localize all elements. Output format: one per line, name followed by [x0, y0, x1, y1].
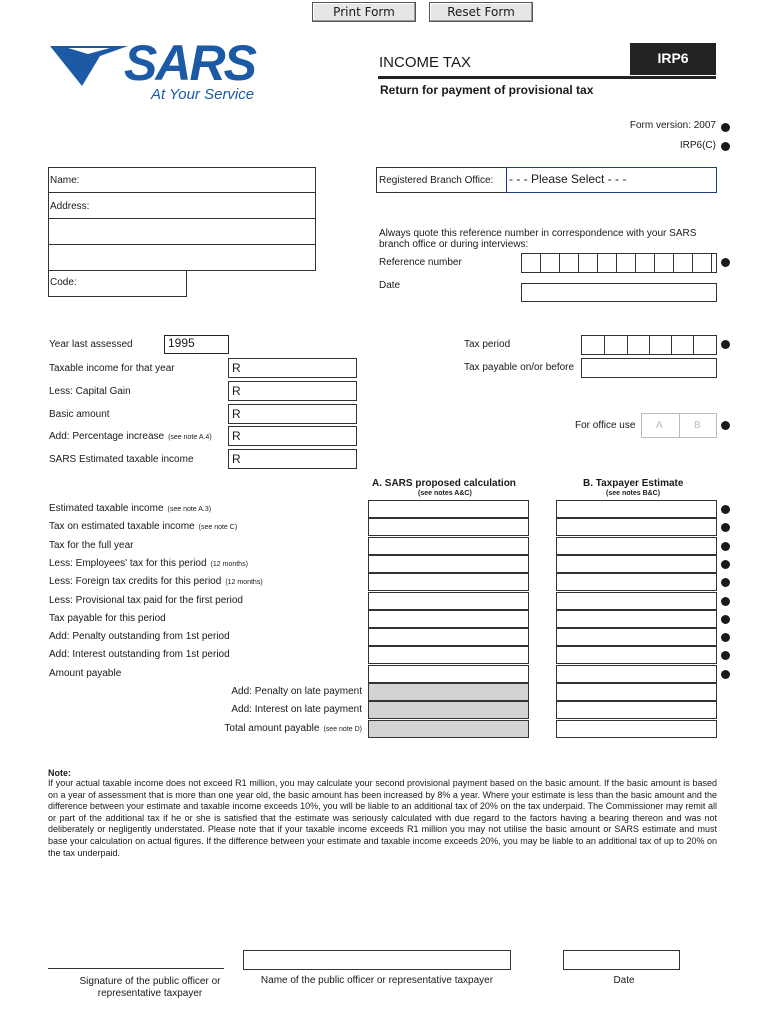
form-title: INCOME TAX: [379, 54, 471, 71]
sars-calc-input[interactable]: [368, 646, 529, 664]
calc-row-label: Less: Provisional tax paid for the first period: [49, 594, 243, 606]
sars-calc-input[interactable]: [368, 628, 529, 646]
bullet-icon: [721, 651, 730, 660]
column-b-title: B. Taxpayer Estimate: [583, 478, 684, 489]
tax-period-input[interactable]: [581, 335, 717, 355]
code-field[interactable]: [48, 270, 187, 297]
reference-number-label: Reference number: [379, 257, 462, 268]
name-field[interactable]: [48, 167, 316, 193]
address-label: Address:: [50, 201, 90, 212]
note-text: If your actual taxable income does not exceed R1 million, you may calculate your second provisional payment based on the basic amount. If the basic amount is based on a year of assessment that is more than one year old, the basic amount has been increased by 8% a year. Where your estimate is less than the basic amount and the difference between your estimate and taxable income exceeds 10%, you will be liable to an additional tax of 20% on the tax underpaid. The Commissioner may remit all or part of the additional tax if he or she is satisfied that the estimate was seriously calculated with due regard to the factors having a bearing thereon and was not deliberately or negligently understated. Please note that if your taxable income exceeds R1 million you may not utilise the basic amount or SARS estimate and must base your calculation on actual figures. If the difference between your estimate and taxable income exceeds 20%, you may be liable to an additional tax of up to 20% on the tax underpaid.: [48, 778, 717, 858]
signature-date-label: Date: [613, 975, 635, 986]
assessment-row-label: Basic amount: [49, 409, 110, 420]
bullet-icon: [721, 670, 730, 679]
calc-extra-row-label: Add: Interest on late payment: [231, 704, 362, 716]
sars-calc-disabled-cell: [368, 683, 529, 701]
form-variant: IRP6(C): [679, 140, 716, 151]
bullet-icon: [721, 615, 730, 624]
assessment-row-label: SARS Estimated taxable income: [49, 454, 194, 465]
calc-row-label: Less: Employees' tax for this period (12 months): [49, 557, 248, 569]
logo-tagline: At Your Service: [151, 86, 255, 103]
signature-label: Signature of the public officer or representative taxpayer: [79, 976, 221, 999]
calc-row-label: Estimated taxable income (see note A.3): [49, 503, 212, 514]
bullet-icon: [721, 505, 730, 514]
address-line-3[interactable]: [48, 244, 316, 271]
bullet-icon: [721, 560, 730, 569]
sars-calc-input[interactable]: [368, 537, 529, 555]
print-form-button[interactable]: Print Form: [312, 2, 416, 22]
date-label: Date: [379, 280, 401, 291]
column-b-note: (see notes B&C): [606, 490, 661, 497]
bullet-icon: [721, 597, 730, 606]
form-version: Form version: 2007: [629, 120, 716, 131]
bullet-icon: [721, 421, 730, 430]
taxpayer-estimate-input[interactable]: [556, 683, 717, 701]
reset-form-button[interactable]: Reset Form: [429, 2, 533, 22]
bullet-icon: [721, 523, 730, 532]
column-a-title: A. SARS proposed calculation: [372, 478, 516, 489]
reference-note: Always quote this reference number in correspondence with your SARS branch office or during interviews:: [379, 228, 697, 250]
calc-extra-row-label: Total amount payable (see note D): [224, 722, 362, 734]
assessment-amount-input[interactable]: R: [228, 358, 357, 378]
sars-calc-input[interactable]: [368, 610, 529, 628]
bullet-icon: [721, 142, 730, 151]
bullet-icon: [721, 340, 730, 349]
calc-row-label: Tax payable for this period: [49, 612, 166, 624]
bullet-icon: [721, 633, 730, 642]
taxpayer-estimate-input[interactable]: [556, 537, 717, 555]
sars-logo: [50, 35, 265, 104]
column-a-note: (see notes A&C): [418, 490, 472, 497]
branch-office-select[interactable]: - - - Please Select - - -: [506, 167, 717, 193]
assessment-amount-input[interactable]: R: [228, 449, 357, 469]
sars-calc-input[interactable]: [368, 518, 529, 536]
tax-payable-by-label: Tax payable on/or before: [464, 362, 575, 373]
calc-row-label: Tax for the full year: [49, 539, 134, 551]
sars-calc-input[interactable]: [368, 573, 529, 591]
bullet-icon: [721, 542, 730, 551]
taxpayer-estimate-input[interactable]: [556, 555, 717, 573]
bullet-icon: [721, 123, 730, 132]
taxpayer-estimate-input[interactable]: [556, 500, 717, 518]
bullet-icon: [721, 258, 730, 267]
sars-calc-disabled-cell: [368, 720, 529, 738]
year-last-assessed-input[interactable]: 1995: [164, 335, 229, 354]
form-subtitle: Return for payment of provisional tax: [380, 83, 594, 97]
header-rule: [378, 76, 716, 79]
sars-calc-input[interactable]: [368, 592, 529, 610]
office-use-b: B: [694, 420, 701, 431]
signature-line: [48, 968, 224, 969]
calc-row-label: Amount payable: [49, 667, 122, 679]
office-use-label: For office use: [575, 420, 636, 431]
date-input[interactable]: [521, 283, 717, 302]
calc-row-label: Less: Foreign tax credits for this period (12 months): [49, 576, 263, 588]
reference-number-input[interactable]: [521, 253, 717, 273]
year-last-assessed-label: Year last assessed: [49, 339, 133, 350]
office-use-box: [641, 413, 717, 438]
sars-calc-input[interactable]: [368, 555, 529, 573]
taxpayer-estimate-input[interactable]: [556, 610, 717, 628]
taxpayer-estimate-input[interactable]: [556, 701, 717, 719]
signature-date-input[interactable]: [563, 950, 680, 970]
name-label: Name:: [50, 175, 80, 186]
sars-calc-disabled-cell: [368, 701, 529, 719]
bullet-icon: [721, 578, 730, 587]
tax-period-label: Tax period: [464, 339, 511, 350]
branch-office-row: [376, 167, 717, 193]
branch-office-label: Registered Branch Office:: [379, 175, 494, 186]
address-line-2[interactable]: [48, 218, 316, 245]
assessment-amount-input[interactable]: R: [228, 404, 357, 424]
taxpayer-estimate-input[interactable]: [556, 573, 717, 591]
form-code-badge: IRP6: [630, 43, 716, 75]
taxpayer-estimate-input[interactable]: [556, 665, 717, 683]
sars-calc-input[interactable]: [368, 500, 529, 518]
assessment-amount-input[interactable]: R: [228, 381, 357, 401]
calc-row-label: Add: Interest outstanding from 1st period: [49, 649, 230, 661]
taxpayer-estimate-input[interactable]: [556, 592, 717, 610]
code-label: Code:: [50, 277, 77, 288]
assessment-row-label: Taxable income for that year: [49, 363, 175, 374]
officer-name-label: Name of the public officer or representative taxpayer: [260, 975, 494, 986]
taxpayer-estimate-input[interactable]: [556, 628, 717, 646]
taxpayer-estimate-input[interactable]: [556, 518, 717, 536]
calc-row-label: Add: Penalty outstanding from 1st period: [49, 631, 230, 643]
address-line-1[interactable]: [48, 192, 316, 219]
assessment-row-label: Add: Percentage increase (see note A.4): [49, 431, 212, 442]
taxpayer-estimate-input[interactable]: [556, 720, 717, 738]
calc-extra-row-label: Add: Penalty on late payment: [231, 686, 362, 697]
logo-brand: SARS: [124, 35, 255, 91]
note-heading: Note:: [48, 768, 71, 778]
assessment-amount-input[interactable]: R: [228, 426, 357, 446]
sars-calc-input[interactable]: [368, 665, 529, 683]
officer-name-input[interactable]: [243, 950, 511, 970]
calc-row-label: Tax on estimated taxable income (see note C): [49, 521, 238, 533]
taxpayer-estimate-input[interactable]: [556, 646, 717, 664]
tax-payable-by-input[interactable]: [581, 358, 717, 378]
assessment-row-label: Less: Capital Gain: [49, 386, 131, 397]
office-use-a: A: [656, 420, 663, 431]
